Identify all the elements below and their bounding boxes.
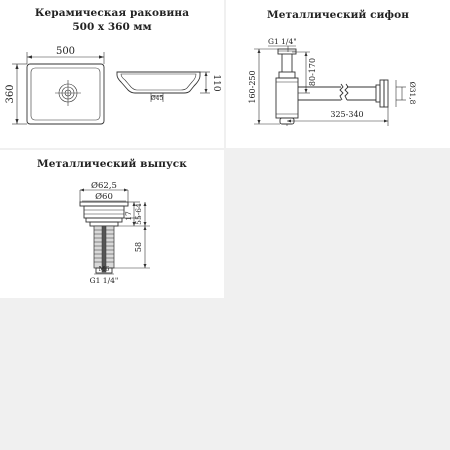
empty-panel bbox=[226, 150, 450, 298]
basin-size: 500 x 360 мм bbox=[72, 21, 152, 33]
basin-drawing bbox=[0, 0, 224, 148]
drain-range-label: 55-64 bbox=[134, 203, 143, 225]
basin-height-label: 110 bbox=[211, 74, 221, 92]
siphon-panel bbox=[226, 0, 450, 148]
siphon-title: Металлический сифон bbox=[266, 9, 410, 21]
siphon-thread-label: G1 1/4" bbox=[268, 37, 297, 46]
drain-outer-label: Ø62,5 bbox=[91, 181, 117, 191]
siphon-height-label: 160-250 bbox=[248, 70, 257, 104]
drain-drawing bbox=[0, 150, 224, 298]
basin-panel bbox=[0, 0, 224, 148]
drain-title: Металлический выпуск bbox=[37, 158, 187, 170]
basin-width-label: 500 bbox=[55, 46, 76, 57]
drain-m6-label: M6 bbox=[98, 265, 110, 273]
siphon-length-label: 325-340 bbox=[330, 110, 364, 119]
siphon-drawing bbox=[226, 0, 450, 148]
basin-title: Керамическая раковина bbox=[34, 7, 190, 19]
siphon-pipe-label: Ø31,8 bbox=[408, 81, 417, 105]
basin-depth-label: 360 bbox=[5, 84, 16, 104]
drain-17-label: 17 bbox=[124, 211, 133, 221]
drain-inner-label: Ø60 bbox=[95, 192, 113, 202]
drain-hole-icon bbox=[55, 80, 81, 106]
drain-thread-label: G1 1/4" bbox=[89, 276, 119, 285]
drain-58-label: 58 bbox=[134, 241, 143, 253]
basin-drain-label: Ø45 bbox=[150, 95, 164, 102]
drain-panel bbox=[0, 150, 224, 298]
siphon-inlet-range-label: 80-170 bbox=[308, 57, 317, 87]
